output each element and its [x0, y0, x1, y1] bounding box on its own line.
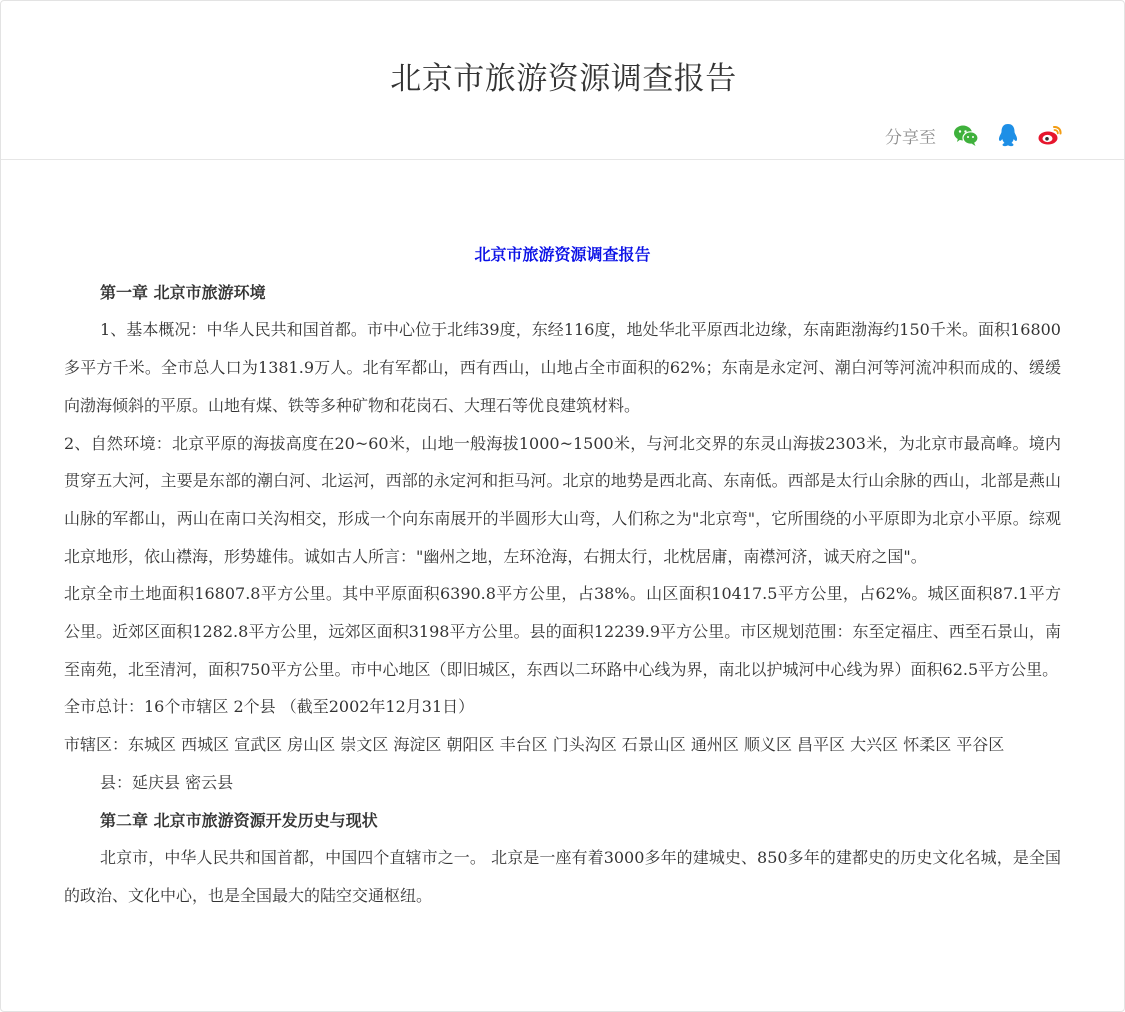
paragraph: 全市总计：16个市辖区 2个县 （截至2002年12月31日）	[64, 697, 475, 717]
paragraph: 县：延庆县 密云县	[100, 772, 234, 792]
share-label: 分享至	[885, 127, 936, 148]
chapter-heading: 第二章 北京市旅游资源开发历史与现状	[100, 810, 378, 830]
share-bar	[885, 121, 1064, 149]
qq-icon[interactable]	[994, 121, 1022, 149]
page-title: 北京市旅游资源调查报告	[390, 61, 737, 97]
weibo-icon[interactable]	[1036, 121, 1064, 149]
paragraph: 市辖区：东城区 西城区 宣武区 房山区 崇文区 海淀区 朝阳区 丰台区 门头沟区 石景山区 通州区 顺义区 昌平区 大兴区 怀柔区 平谷区	[64, 735, 1005, 755]
article-title: 北京市旅游资源调查报告	[474, 245, 651, 264]
paragraph: 北京全市土地面积16807.8平方公里。其中平原面积6390.8平方公里，占38%。山区面积10417.5平方公里，占62%。城区面积87.1平方公里。近郊区面积1282.8平方公里，远郊区面积3198平方公里。县的面积12239.9平方公里。市区规划范围：东至定福庄、西至石景山，南至南苑，北至清河，面积750平方公里。市中心地区（即旧城区，东西以二环路中心线为界，南北以护城河中心线为界）面积62.5平方公里。	[64, 584, 1061, 679]
paragraph: 2、自然环境：北京平原的海拔高度在20~60米，山地一般海拔1000~1500米，与河北交界的东灵山海拔2303米，为北京市最高峰。境内贯穿五大河，主要是东部的潮白河、北运河，西部的永定河和拒马河。北京的地势是西北高、东南低。西部是太行山余脉的西山，北部是燕山山脉的军都山，两山在南口关沟相交，形成一个向东南展开的半圆形大山弯，人们称之为"北京弯"，它所围绕的小平原即为北京小平原。综观北京地形，依山襟海，形势雄伟。诚如古人所言："幽州之地，左环沧海，右拥太行，北枕居庸，南襟河济，诚天府之国"。	[64, 433, 1061, 566]
chapter-heading: 第一章 北京市旅游环境	[100, 282, 266, 302]
article-body	[64, 236, 1061, 915]
wechat-icon[interactable]	[952, 121, 980, 149]
paragraph: 北京市，中华人民共和国首都，中国四个直辖市之一。 北京是一座有着3000多年的建城史、850多年的建都史的历史文化名城，是全国的政治、文化中心，也是全国最大的陆空交通枢纽。	[64, 848, 1061, 905]
document-header	[1, 1, 1124, 160]
paragraph: 1、基本概况：中华人民共和国首都。市中心位于北纬39度，东经116度，地处华北平原西北边缘，东南距渤海约150千米。面积16800多平方千米。全市总人口为1381.9万人。北有军都山，西有西山，山地占全市面积的62%；东南是永定河、潮白河等河流冲积而成的、缓缓向渤海倾斜的平原。山地有煤、铁等多种矿物和花岗石、大理石等优良建筑材料。	[64, 320, 1061, 415]
